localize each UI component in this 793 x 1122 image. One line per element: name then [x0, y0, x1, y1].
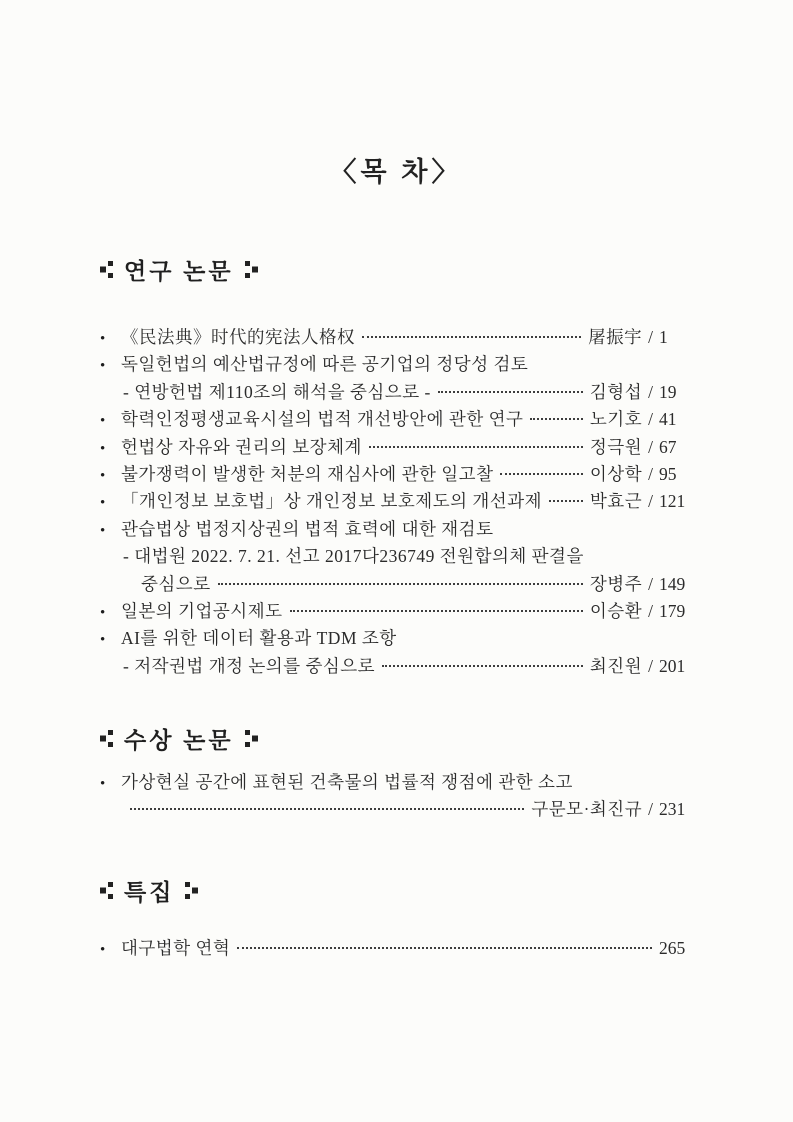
- left-ornament-icon: [100, 261, 113, 278]
- entry-author: 이상학: [589, 463, 643, 484]
- page-separator: /: [648, 327, 653, 347]
- entry-title: 헌법상 자유와 권리의 보장체계: [121, 436, 362, 457]
- toc-entry: [100, 769, 692, 796]
- entry-title: 《民法典》时代的宪法人格权: [121, 327, 355, 347]
- bullet-icon: •: [100, 440, 106, 457]
- bullet-icon: •: [100, 522, 106, 539]
- dotted-leader: [290, 610, 583, 612]
- toc-entry: [100, 488, 692, 515]
- entry-subtitle: - 연방헌법 제110조의 해석을 중심으로 -: [123, 381, 431, 402]
- dotted-leader: [438, 391, 583, 393]
- page-separator: /: [648, 799, 653, 820]
- entry-page: 41: [659, 409, 677, 430]
- section-label: 특집: [124, 879, 175, 905]
- dotted-leader: [362, 336, 581, 338]
- entry-page: 231: [659, 799, 686, 820]
- toc-entry: [100, 434, 692, 461]
- right-ornament-icon: [185, 882, 198, 899]
- entry-subtitle: - 저작권법 개정 논의를 중심으로: [123, 655, 376, 676]
- section-header-award: [100, 722, 692, 755]
- section-label: 수상 논문: [124, 728, 234, 754]
- entry-title: 가상현실 공간에 표현된 건축물의 법률적 쟁점에 관한 소고: [121, 772, 573, 793]
- entry-author: 구문모·최진규: [531, 799, 643, 820]
- toc-entry: [100, 324, 692, 351]
- right-ornament-icon: [245, 730, 258, 747]
- entry-author: 최진원: [589, 655, 643, 676]
- toc-entry-continuation: [100, 796, 692, 823]
- dotted-leader: [237, 947, 652, 949]
- entry-page: 121: [659, 491, 686, 512]
- dotted-leader: [530, 418, 582, 420]
- entry-author: 박효근: [589, 491, 643, 512]
- dotted-leader: [130, 808, 524, 810]
- entry-page: 67: [659, 436, 677, 457]
- toc-list-award: [100, 769, 692, 824]
- entry-page: 1: [659, 327, 668, 347]
- page-separator: /: [648, 655, 653, 676]
- page-separator: /: [648, 381, 653, 402]
- bullet-icon: •: [100, 413, 106, 430]
- bullet-icon: •: [100, 941, 106, 958]
- toc-entry-subtitle: [100, 543, 692, 570]
- toc-entry: [100, 935, 692, 962]
- toc-entry-subtitle: [100, 571, 692, 598]
- toc-entry: [100, 598, 692, 625]
- entry-title: 독일헌법의 예산법규정에 따른 공기업의 정당성 검토: [121, 354, 529, 375]
- entry-title: AI를 위한 데이터 활용과 TDM 조항: [121, 628, 397, 649]
- bullet-icon: •: [100, 467, 106, 484]
- entry-title: 일본의 기업공시제도: [121, 600, 283, 621]
- page-separator: /: [648, 463, 653, 484]
- dotted-leader: [500, 473, 582, 475]
- page-title: 〈목 차〉: [329, 157, 463, 187]
- entry-page: 95: [659, 463, 677, 484]
- entry-title: 대구법학 연혁: [121, 937, 231, 958]
- toc-entry: [100, 406, 692, 433]
- entry-subtitle: - 대법원 2022. 7. 21. 선고 2017다236749 전원합의체 판결을: [123, 546, 584, 567]
- bullet-icon: •: [100, 495, 106, 512]
- entry-page: 179: [659, 600, 686, 621]
- toc-list-research: [100, 324, 692, 680]
- bullet-icon: •: [100, 632, 106, 649]
- entry-subtitle: 중심으로: [141, 573, 211, 594]
- left-ornament-icon: [100, 730, 113, 747]
- entry-author: 이승환: [589, 600, 643, 621]
- section-header-special: [100, 874, 692, 907]
- dotted-leader: [382, 665, 583, 667]
- entry-author: 屠振宇: [588, 327, 643, 347]
- toc-entry-subtitle: [100, 653, 692, 680]
- dotted-leader: [369, 446, 583, 448]
- page-separator: /: [648, 600, 653, 621]
- entry-page: 265: [659, 937, 686, 958]
- bullet-icon: •: [100, 604, 106, 621]
- dotted-leader: [218, 583, 583, 585]
- toc-entry: [100, 625, 692, 652]
- entry-author: 김형섭: [589, 381, 643, 402]
- section-label: 연구 논문: [124, 259, 234, 284]
- page-separator: /: [648, 436, 653, 457]
- entry-author: 장병주: [589, 573, 643, 594]
- entry-author: 노기호: [589, 409, 643, 430]
- page-separator: /: [648, 409, 653, 430]
- entry-title: 관습법상 법정지상권의 법적 효력에 대한 재검토: [121, 518, 494, 539]
- entry-page: 19: [659, 381, 677, 402]
- right-ornament-icon: [245, 261, 258, 278]
- section-header-research: [100, 253, 692, 286]
- bullet-icon: •: [100, 358, 106, 375]
- page-separator: /: [648, 573, 653, 594]
- page-content: [100, 0, 692, 962]
- left-ornament-icon: [100, 882, 113, 899]
- entry-title: 학력인정평생교육시설의 법적 개선방안에 관한 연구: [121, 409, 524, 430]
- toc-entry: [100, 516, 692, 543]
- page-separator: /: [648, 491, 653, 512]
- bullet-icon: •: [100, 776, 106, 793]
- toc-list-special: [100, 935, 692, 962]
- bullet-icon: •: [100, 331, 106, 347]
- entry-title: 「개인정보 보호법」상 개인정보 보호제도의 개선과제: [121, 491, 543, 512]
- entry-author: 정극원: [589, 436, 643, 457]
- dotted-leader: [549, 500, 583, 502]
- toc-entry: [100, 461, 692, 488]
- toc-entry-subtitle: [100, 379, 692, 406]
- entry-page: 149: [659, 573, 686, 594]
- toc-entry: [100, 351, 692, 378]
- entry-page: 201: [659, 655, 686, 676]
- entry-title: 불가쟁력이 발생한 처분의 재심사에 관한 일고찰: [121, 463, 494, 484]
